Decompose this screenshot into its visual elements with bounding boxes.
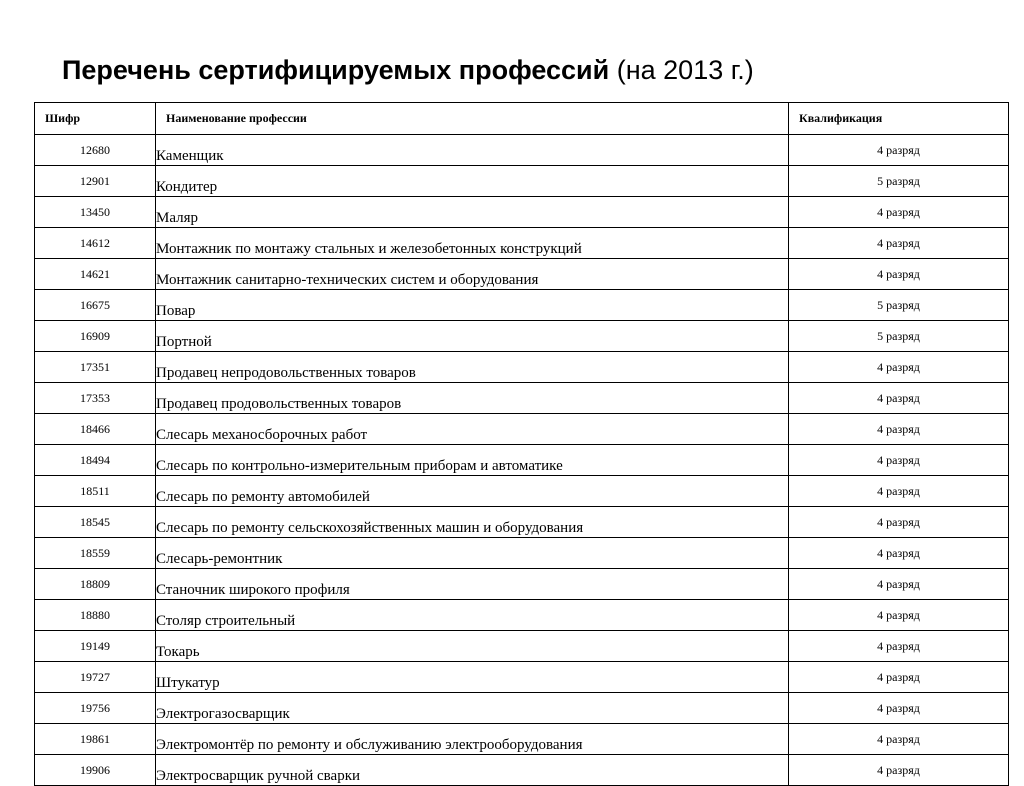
profession-name: Слесарь по контрольно-измерительным приборам и автоматике <box>156 445 789 476</box>
profession-code: 13450 <box>35 197 156 228</box>
table-row <box>35 631 1009 662</box>
table-row <box>35 445 1009 476</box>
profession-code: 17351 <box>35 352 156 383</box>
profession-qualification: 4 разряд <box>789 414 1009 445</box>
profession-name: Слесарь-ремонтник <box>156 538 789 569</box>
profession-code: 12680 <box>35 135 156 166</box>
professions-table <box>34 102 1009 786</box>
header-profession-name: Наименование профессии <box>156 103 789 135</box>
table-row <box>35 569 1009 600</box>
profession-qualification: 4 разряд <box>789 197 1009 228</box>
table-row <box>35 383 1009 414</box>
profession-code: 18809 <box>35 569 156 600</box>
profession-code: 18545 <box>35 507 156 538</box>
profession-qualification: 4 разряд <box>789 569 1009 600</box>
table-row <box>35 662 1009 693</box>
profession-qualification: 4 разряд <box>789 135 1009 166</box>
profession-name: Продавец непродовольственных товаров <box>156 352 789 383</box>
table-row <box>35 507 1009 538</box>
profession-qualification: 4 разряд <box>789 476 1009 507</box>
profession-name: Штукатур <box>156 662 789 693</box>
table-row <box>35 166 1009 197</box>
profession-code: 12901 <box>35 166 156 197</box>
profession-qualification: 5 разряд <box>789 166 1009 197</box>
profession-name: Монтажник санитарно-технических систем и оборудования <box>156 259 789 290</box>
profession-qualification: 4 разряд <box>789 507 1009 538</box>
profession-qualification: 5 разряд <box>789 321 1009 352</box>
header-qualification: Квалификация <box>789 103 1009 135</box>
profession-code: 18511 <box>35 476 156 507</box>
profession-name: Продавец продовольственных товаров <box>156 383 789 414</box>
profession-qualification: 4 разряд <box>789 228 1009 259</box>
table-header-row <box>35 103 1009 135</box>
table-row <box>35 414 1009 445</box>
profession-code: 18559 <box>35 538 156 569</box>
profession-name: Слесарь механосборочных работ <box>156 414 789 445</box>
table-row <box>35 724 1009 755</box>
table-row <box>35 197 1009 228</box>
page-title-year: (на 2013 г.) <box>609 55 754 85</box>
profession-code: 19906 <box>35 755 156 786</box>
profession-code: 18494 <box>35 445 156 476</box>
profession-name: Слесарь по ремонту автомобилей <box>156 476 789 507</box>
table-row <box>35 228 1009 259</box>
profession-code: 19861 <box>35 724 156 755</box>
profession-name: Каменщик <box>156 135 789 166</box>
profession-qualification: 4 разряд <box>789 631 1009 662</box>
profession-name: Кондитер <box>156 166 789 197</box>
profession-name: Повар <box>156 290 789 321</box>
profession-name: Электромонтёр по ремонту и обслуживанию электрооборудования <box>156 724 789 755</box>
profession-qualification: 4 разряд <box>789 755 1009 786</box>
profession-name: Электрогазосварщик <box>156 693 789 724</box>
table-row <box>35 755 1009 786</box>
profession-code: 16909 <box>35 321 156 352</box>
table-row <box>35 290 1009 321</box>
profession-name: Электросварщик ручной сварки <box>156 755 789 786</box>
profession-qualification: 5 разряд <box>789 290 1009 321</box>
table-body <box>35 135 1009 786</box>
table-row <box>35 693 1009 724</box>
profession-qualification: 4 разряд <box>789 445 1009 476</box>
profession-name: Станочник широкого профиля <box>156 569 789 600</box>
profession-qualification: 4 разряд <box>789 538 1009 569</box>
table-row <box>35 352 1009 383</box>
profession-qualification: 4 разряд <box>789 383 1009 414</box>
profession-name: Маляр <box>156 197 789 228</box>
profession-code: 14621 <box>35 259 156 290</box>
profession-qualification: 4 разряд <box>789 662 1009 693</box>
profession-qualification: 4 разряд <box>789 724 1009 755</box>
profession-code: 17353 <box>35 383 156 414</box>
profession-name: Портной <box>156 321 789 352</box>
profession-code: 14612 <box>35 228 156 259</box>
page-title <box>62 50 754 90</box>
table-row <box>35 476 1009 507</box>
profession-qualification: 4 разряд <box>789 259 1009 290</box>
table-row <box>35 538 1009 569</box>
profession-code: 19756 <box>35 693 156 724</box>
profession-qualification: 4 разряд <box>789 352 1009 383</box>
table-row <box>35 135 1009 166</box>
header-code: Шифр <box>35 103 156 135</box>
profession-code: 19149 <box>35 631 156 662</box>
profession-code: 18880 <box>35 600 156 631</box>
profession-name: Столяр строительный <box>156 600 789 631</box>
table-row <box>35 321 1009 352</box>
profession-name: Монтажник по монтажу стальных и железобетонных конструкций <box>156 228 789 259</box>
profession-name: Слесарь по ремонту сельскохозяйственных машин и оборудования <box>156 507 789 538</box>
table-row <box>35 259 1009 290</box>
profession-code: 19727 <box>35 662 156 693</box>
page-title-main: Перечень сертифицируемых профессий <box>62 55 610 85</box>
profession-name: Токарь <box>156 631 789 662</box>
profession-code: 18466 <box>35 414 156 445</box>
profession-code: 16675 <box>35 290 156 321</box>
table-row <box>35 600 1009 631</box>
profession-qualification: 4 разряд <box>789 693 1009 724</box>
profession-qualification: 4 разряд <box>789 600 1009 631</box>
